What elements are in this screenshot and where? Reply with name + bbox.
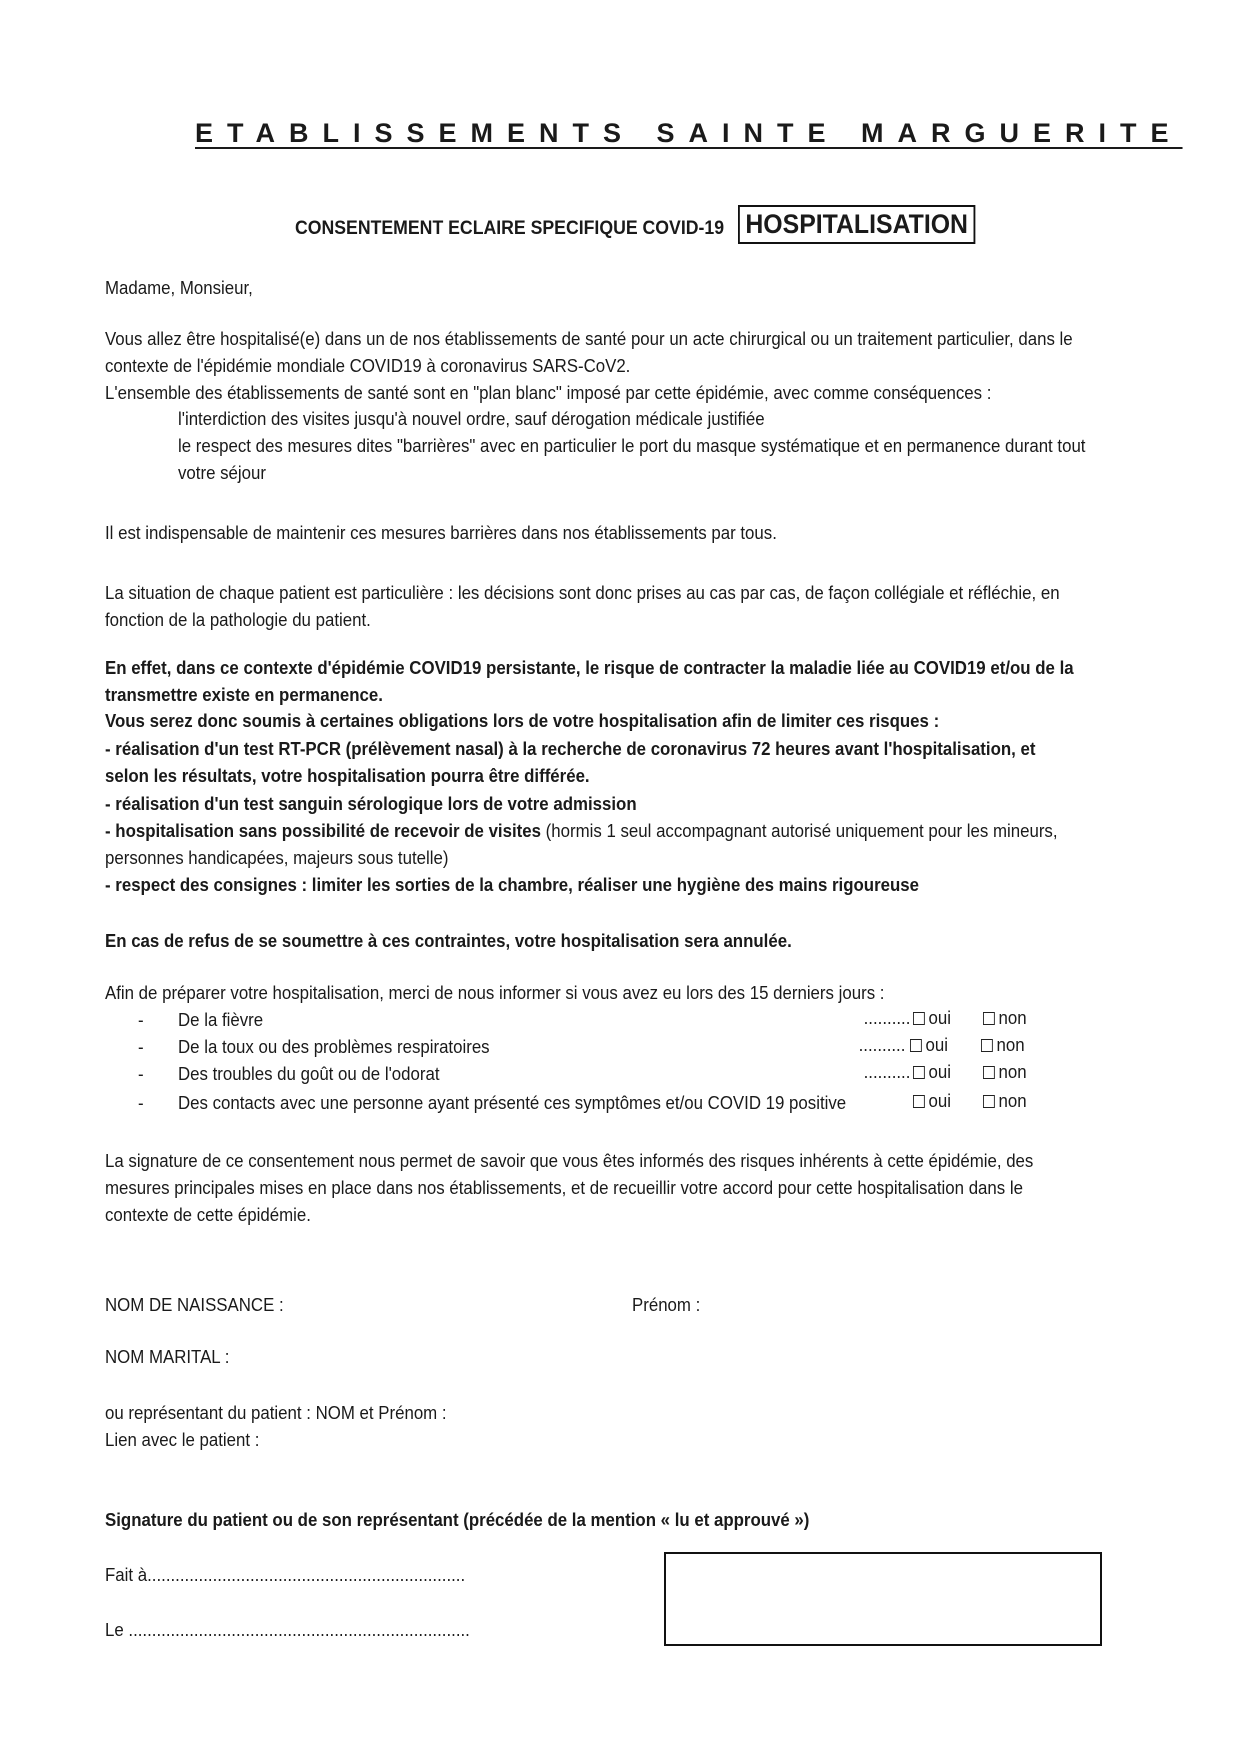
- question-dash: -: [138, 1063, 144, 1084]
- question-taste-smell-label: Des troubles du goût ou de l'odorat: [178, 1063, 440, 1084]
- place-field[interactable]: Fait à....................................................................: [105, 1564, 466, 1585]
- option-label: non: [996, 1034, 1025, 1055]
- contact-yes-option[interactable]: [913, 1090, 951, 1112]
- obligation-item: personnes handicapées, majeurs sous tutelle): [105, 847, 449, 868]
- situation-paragraph-line: La situation de chaque patient est particulière : les décisions sont donc prises au cas par cas, de façon collégiale et réfléchie, en: [105, 582, 1060, 603]
- obligation-item: - respect des consignes : limiter les sorties de la chambre, réaliser une hygiène des mains rigoureuse: [105, 874, 920, 895]
- relation-field[interactable]: Lien avec le patient :: [105, 1429, 260, 1450]
- fever-no-option[interactable]: [983, 1007, 1027, 1029]
- risk-paragraph-line: En effet, dans ce contexte d'épidémie COVID19 persistante, le risque de contracter la maladie liée au COVID19 et/ou de la: [105, 657, 1074, 678]
- question-leader-dots: ..........: [863, 1061, 910, 1082]
- organization-title: ETABLISSEMENTS SAINTE MARGUERITE: [195, 118, 1183, 148]
- option-label: non: [998, 1007, 1027, 1028]
- contact-no-checkbox[interactable]: [983, 1095, 995, 1108]
- risk-paragraph-line: transmettre existe en permanence.: [105, 684, 383, 705]
- questions-intro: Afin de préparer votre hospitalisation, merci de nous informer si vous avez eu lors des 15 derniers jours :: [105, 982, 885, 1003]
- obligation-item: - réalisation d'un test sanguin sérologique lors de votre admission: [105, 793, 637, 814]
- closing-paragraph-line: mesures principales mises en place dans nos établissements, et de recueillir votre accord pour cette hospitalisation dans le: [105, 1177, 1023, 1198]
- question-contact-label: Des contacts avec une personne ayant présenté ces symptômes et/ou COVID 19 positive: [178, 1092, 847, 1113]
- contact-yes-checkbox[interactable]: [913, 1095, 925, 1108]
- signature-heading: Signature du patient ou de son représentant (précédée de la mention « lu et approuvé »): [105, 1509, 810, 1530]
- intro-paragraph-line: contexte de l'épidémie mondiale COVID19 à coronavirus SARS-CoV2.: [105, 355, 631, 376]
- cough-no-checkbox[interactable]: [981, 1039, 993, 1052]
- option-label: non: [998, 1061, 1027, 1082]
- obligations-intro: Vous serez donc soumis à certaines obligations lors de votre hospitalisation afin de limiter ces risques :: [105, 710, 940, 731]
- date-field[interactable]: Le .........................................................................: [105, 1619, 470, 1640]
- situation-paragraph-line: fonction de la pathologie du patient.: [105, 609, 371, 630]
- fever-yes-option[interactable]: [913, 1007, 951, 1029]
- question-leader-dots: ..........: [858, 1034, 905, 1055]
- cough-yes-option[interactable]: [910, 1034, 948, 1056]
- option-label: non: [998, 1090, 1027, 1111]
- signature-box[interactable]: [664, 1552, 1102, 1646]
- greeting: Madame, Monsieur,: [105, 277, 253, 298]
- question-fever-label: De la fièvre: [178, 1009, 264, 1030]
- hospitalisation-label-box: HOSPITALISATION: [738, 205, 975, 244]
- question-dash: -: [138, 1009, 144, 1030]
- contact-no-option[interactable]: [983, 1090, 1027, 1112]
- consequence-item: votre séjour: [178, 462, 266, 483]
- representative-field[interactable]: ou représentant du patient : NOM et Prénom :: [105, 1402, 447, 1423]
- closing-paragraph-line: contexte de cette épidémie.: [105, 1204, 311, 1225]
- obligation-item: selon les résultats, votre hospitalisation pourra être différée.: [105, 765, 590, 786]
- taste-no-checkbox[interactable]: [983, 1066, 995, 1079]
- option-label: oui: [928, 1090, 951, 1111]
- cough-no-option[interactable]: [981, 1034, 1025, 1056]
- fever-no-checkbox[interactable]: [983, 1012, 995, 1025]
- intro-paragraph-line: Vous allez être hospitalisé(e) dans un de nos établissements de santé pour un acte chirurgical ou un traitement particulier, dans le: [105, 328, 1073, 349]
- consequence-item: le respect des mesures dites "barrières" avec en particulier le port du masque systématique et en permanence durant tout: [178, 435, 1086, 456]
- form-subtitle: CONSENTEMENT ECLAIRE SPECIFIQUE COVID-19: [295, 218, 725, 239]
- option-label: oui: [928, 1061, 951, 1082]
- obligation-item-rest: (hormis 1 seul accompagnant autorisé uniquement pour les mineurs,: [540, 820, 1058, 841]
- taste-no-option[interactable]: [983, 1061, 1027, 1083]
- fever-yes-checkbox[interactable]: [913, 1012, 925, 1025]
- option-label: oui: [925, 1034, 948, 1055]
- obligation-item: - réalisation d'un test RT-PCR (prélèvement nasal) à la recherche de coronavirus 72 heures avant l'hospitalisation, et: [105, 738, 1036, 759]
- question-cough-label: De la toux ou des problèmes respiratoires: [178, 1036, 490, 1057]
- option-label: oui: [928, 1007, 951, 1028]
- question-leader-dots: ..........: [863, 1007, 910, 1028]
- barrier-paragraph: Il est indispensable de maintenir ces mesures barrières dans nos établissements par tous.: [105, 522, 777, 543]
- consequence-item: l'interdiction des visites jusqu'à nouvel ordre, sauf dérogation médicale justifiée: [178, 408, 765, 429]
- obligation-item: [105, 818, 1058, 845]
- obligation-item-bold: - hospitalisation sans possibilité de recevoir de visites: [105, 820, 541, 841]
- birth-name-field[interactable]: NOM DE NAISSANCE :: [105, 1294, 284, 1315]
- question-dash: -: [138, 1036, 144, 1057]
- cough-yes-checkbox[interactable]: [910, 1039, 922, 1052]
- married-name-field[interactable]: NOM MARITAL :: [105, 1346, 230, 1367]
- question-dash: -: [138, 1092, 144, 1113]
- taste-yes-checkbox[interactable]: [913, 1066, 925, 1079]
- first-name-field[interactable]: Prénom :: [632, 1294, 701, 1315]
- intro-paragraph-line: L'ensemble des établissements de santé sont en "plan blanc" imposé par cette épidémie, avec comme conséquences :: [105, 382, 992, 403]
- taste-yes-option[interactable]: [913, 1061, 951, 1083]
- refusal-statement: En cas de refus de se soumettre à ces contraintes, votre hospitalisation sera annulée.: [105, 930, 792, 951]
- closing-paragraph-line: La signature de ce consentement nous permet de savoir que vous êtes informés des risques inhérents à cette épidémie, des: [105, 1150, 1034, 1171]
